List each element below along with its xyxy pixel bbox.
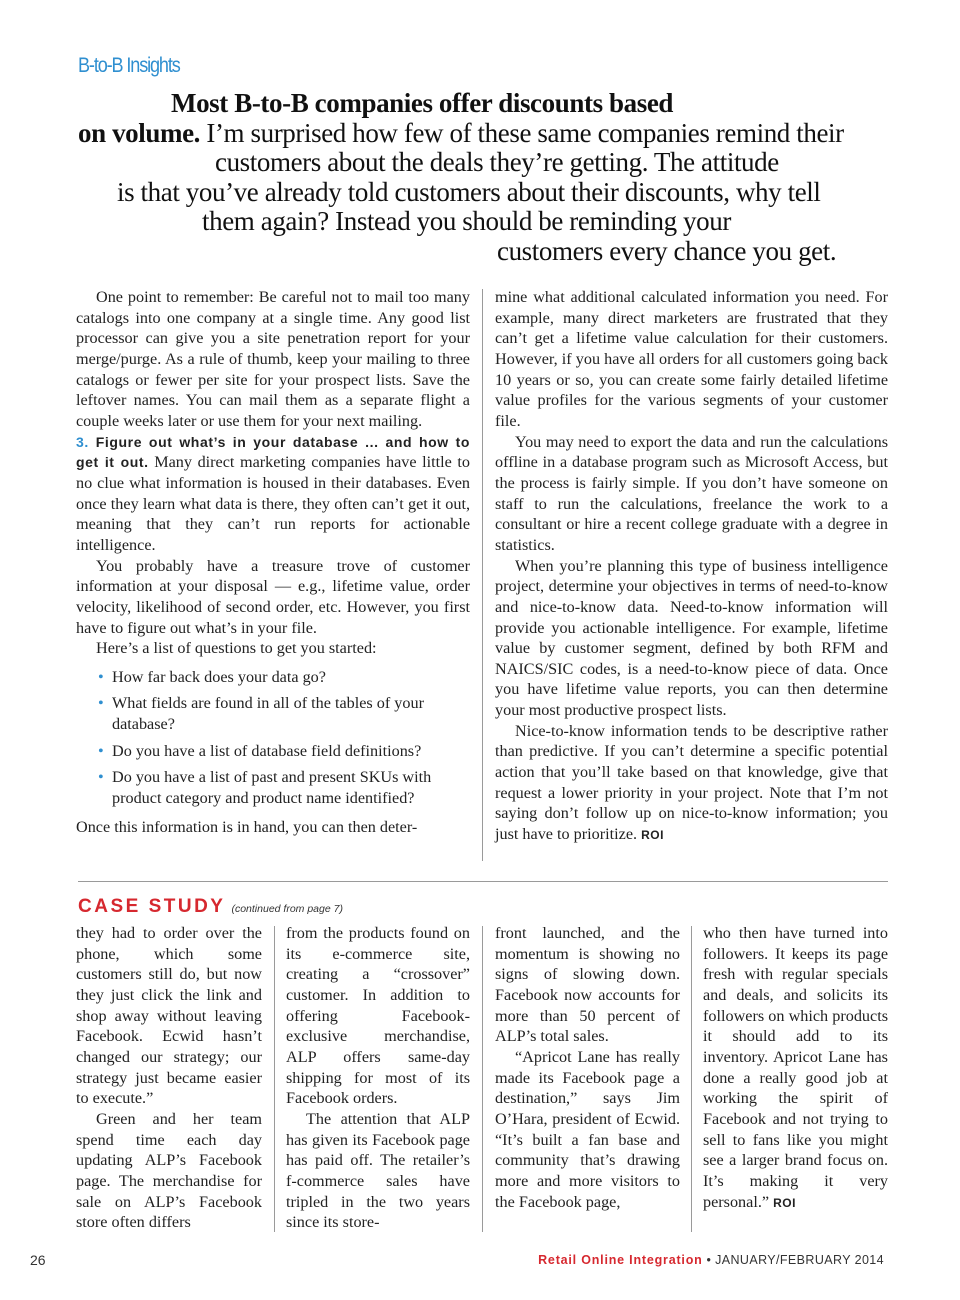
section-divider xyxy=(78,881,888,882)
page-footer xyxy=(0,1252,960,1272)
case-study-title: CASE STUDY xyxy=(78,896,226,917)
bullet-icon: • xyxy=(98,768,104,787)
bullet-icon: • xyxy=(98,741,104,760)
case-study-column-3 xyxy=(495,923,680,1212)
pull-quote-line-2: on volume. I’m surprised how few of these same companies remind their xyxy=(78,117,844,148)
section-tag: B-to-B Insights xyxy=(78,54,180,77)
paragraph: mine what additional calculated information you need. For example, many direct marketers are frustrated that they can’t get a lifetime value calculation for their customers. However, if you have all orders for all customers going back 10 years or so, you can create some fairly detailed lifetime value profiles for the various segments of your customer file. xyxy=(495,288,888,430)
pull-quote-line-1: Most B-to-B companies offer discounts based xyxy=(171,88,674,118)
column-divider xyxy=(482,926,483,1232)
paragraph: Green and her team spend time each day updating ALP’s Facebook page. The merchandise for sale on ALP’s Facebook store often differs xyxy=(76,1109,262,1232)
paragraph: One point to remember: Be careful not to mail too many catalogs into one company at a single time. Any good list processor can give you a site penetration report for your merge/purge. As a rule of thumb, keep your mailing to three catalogs or fewer per site for your prospect lists. Save the leftover names. You can mail them as a separate flight a couple weeks later or use them for your next mailing. xyxy=(76,288,470,430)
list-item: • Do you have a list of past and present SKUs with product category and product name identified? xyxy=(98,768,432,808)
case-study-header xyxy=(78,896,343,918)
publication-name: Retail Online Integration xyxy=(538,1253,703,1267)
paragraph: front launched, and the momentum is showing no signs of slowing down. Facebook now accounts for more than 50 percent of ALP’s total sales. xyxy=(495,924,680,1046)
pull-quote-line-4: is that you’ve already told customers about their discounts, why tell xyxy=(117,176,821,207)
paragraph: You probably have a treasure trove of customer information at your disposal — e.g., lifetime value, order velocity, likelihood of second order, etc. However, you first have to figure out what’s in your file. xyxy=(76,556,470,637)
list-item: • What fields are found in all of the tables of your database? xyxy=(98,694,424,734)
case-study-column-1 xyxy=(76,923,262,1233)
publication-line xyxy=(538,1253,884,1267)
paragraph: Nice-to-know information tends to be descriptive rather than predictive. If you can’t determine a specific potential action that you’ll take based on that knowledge, give that request a lower priority in your project. Note that I’m not saying don’t follow up on nice-to-know information; you just have to prioritize. ROI xyxy=(495,721,888,844)
bullet-icon: • xyxy=(98,694,104,713)
bullet-icon: • xyxy=(98,667,104,686)
paragraph: When you’re planning this type of business intelligence project, determine your objectives in terms of need-to-know and nice-to-know data. Need-to-know information will provide you actionable intelligence. For example, lifetime value by customer segment, defined by both RFM and NAICS/SIC codes, is a need-to-know piece of data. Once you have lifetime value reports, you can then determine your most productive prospect lists. xyxy=(495,556,888,720)
column-divider xyxy=(691,926,692,1232)
column-divider xyxy=(274,926,275,1232)
list-item: • How far back does your data go? xyxy=(98,667,326,686)
issue-date: JANUARY/FEBRUARY 2014 xyxy=(715,1253,884,1267)
page-number: 26 xyxy=(30,1252,46,1268)
list-item: • Do you have a list of database field definitions? xyxy=(98,741,422,760)
separator: • xyxy=(702,1253,716,1267)
paragraph: “Apricot Lane has really made its Facebook page a destination,” says Jim O’Hara, president of Ecwid. “It’s built a fan base and community that’s drawing more and more visitors to the Facebook page, xyxy=(495,1047,680,1211)
article-left-column xyxy=(76,287,470,837)
paragraph: 3. Figure out what’s in your database ... and how to get it out. Many direct marketing companies have little to no clue what information is housed in their databases. Even once they learn what data is there, they often can’t get it out, meaning that they can’t run reports for actionable intelligence. xyxy=(76,433,470,554)
case-study-column-2 xyxy=(286,923,470,1233)
paragraph: from the products found on its e-commerce site, creating a “crossover” customer. In addition to offering Facebook-exclusive merchandise, ALP offers same-day shipping for most of its Facebook orders. xyxy=(286,924,470,1108)
pull-quote-line-6: customers every chance you get. xyxy=(497,235,837,266)
question-list xyxy=(98,667,470,809)
subhead: 3. Figure out what’s in your database ... and how to get it out. xyxy=(76,433,470,471)
paragraph: who then have turned into followers. It keeps its page fresh with regular specials and deals, and solicits its followers on which products it should add to its inventory. Apricot Lane has done a really good job at working the spirit of Facebook and not trying to sell to fans like you might see a larger brand focus on. It’s making it very personal.” ROI xyxy=(703,924,888,1211)
column-divider xyxy=(482,289,483,861)
pull-quote-line-5: them again? Instead you should be reminding your xyxy=(202,206,731,236)
article-right-column xyxy=(495,287,888,846)
paragraph: The attention that ALP has given its Facebook page has paid off. The retailer’s f-commerce sales have tripled in the two years since its store- xyxy=(286,1109,470,1232)
case-study-column-4 xyxy=(703,923,888,1213)
paragraph: You may need to export the data and run the calculations offline in a database program such as Microsoft Access, but the process is fairly simple. If you don’t have someone on staff to run the calculations, freelance the work to a consultant or hire a recent college graduate with a degree in statistics. xyxy=(495,432,888,554)
paragraph: Here’s a list of questions to get you started: xyxy=(96,639,377,658)
continued-note: (continued from page 7) xyxy=(231,903,343,915)
paragraph: Once this information is in hand, you can then deter- xyxy=(76,817,418,836)
pull-quote-line-3: customers about the deals they’re getting. The attitude xyxy=(215,147,779,177)
end-mark: ROI xyxy=(773,1195,796,1210)
paragraph: they had to order over the phone, which some customers still do, but now they just click the link and shop away without leaving Facebook. Ecwid hasn’t changed our strategy; our strategy just became easier to execute.” xyxy=(76,924,262,1108)
end-mark: ROI xyxy=(641,828,664,843)
